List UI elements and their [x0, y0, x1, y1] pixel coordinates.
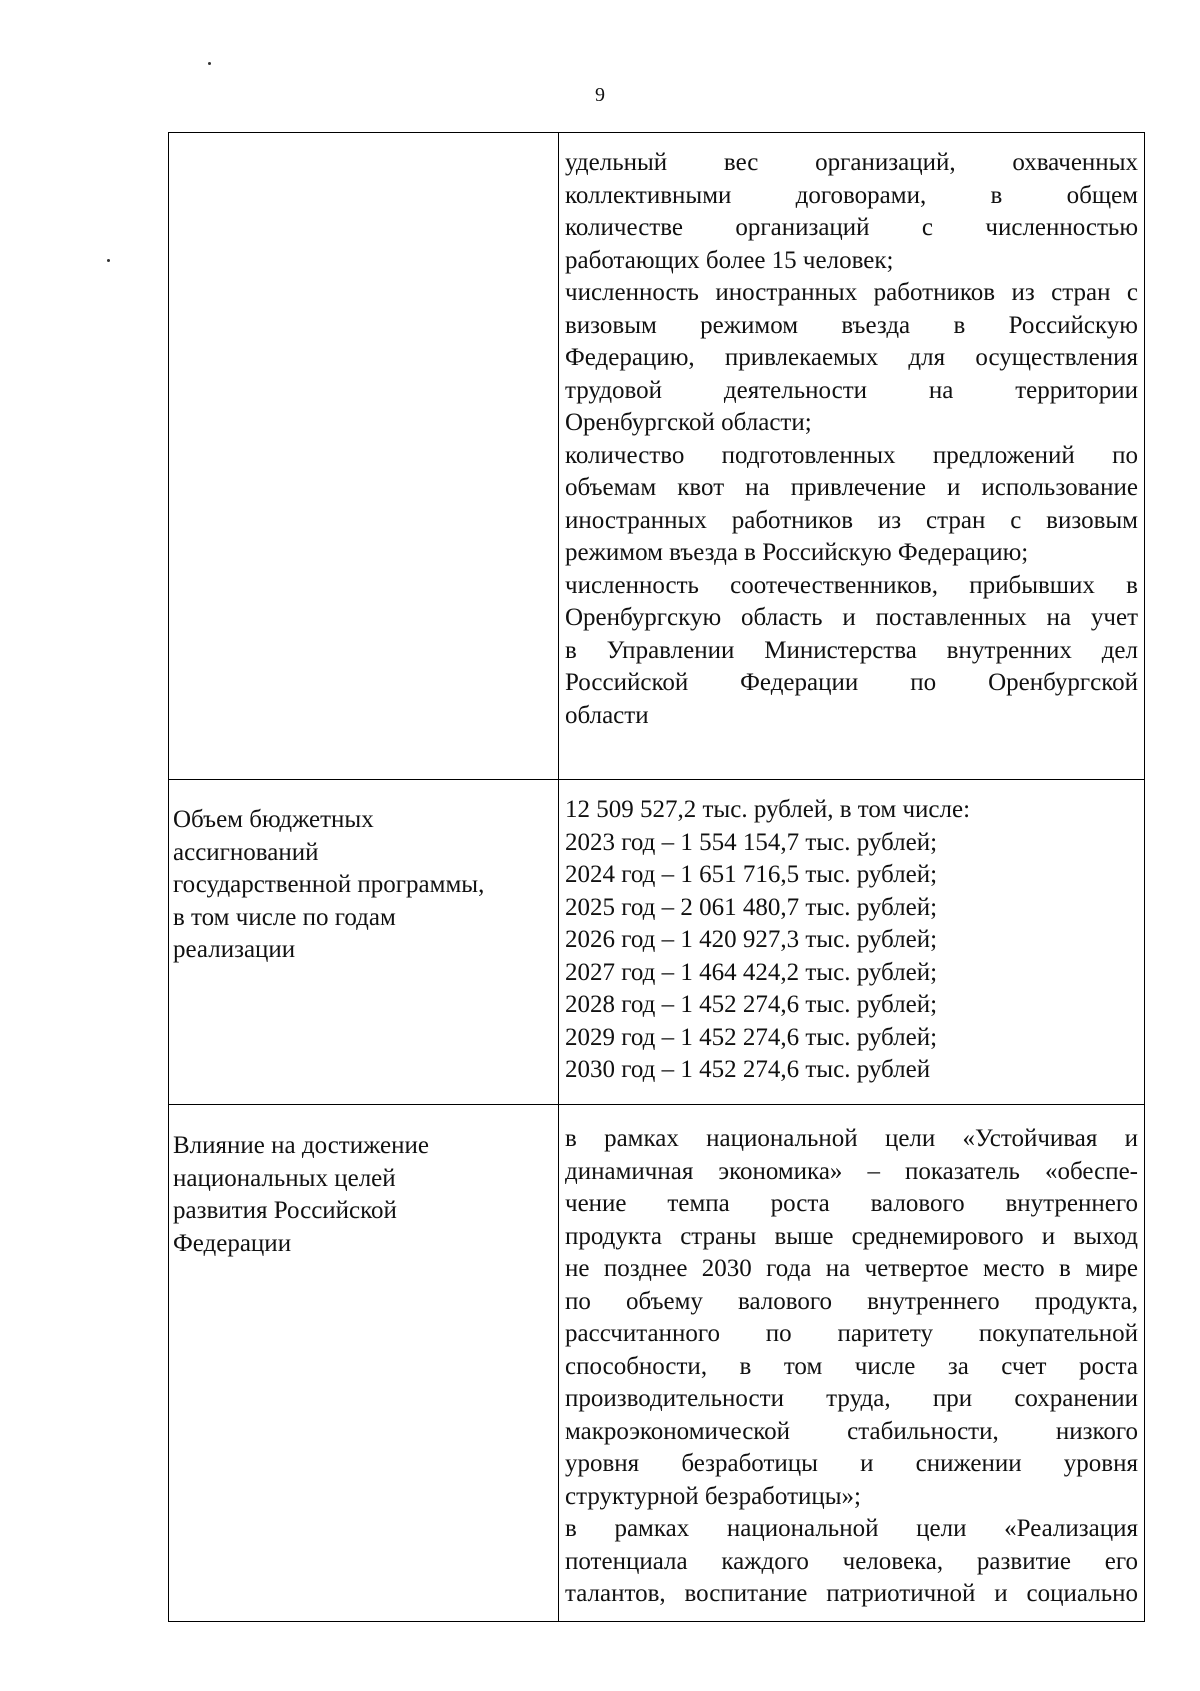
cell-text-line: рассчитанного по паритету покупательной	[565, 1320, 1138, 1347]
budget-label-cell	[169, 780, 559, 1105]
cell-text-line: коллективными договорами, в общем	[565, 181, 1138, 209]
cell-text-line: Оренбургскую область и поставленных на учет	[565, 604, 1138, 631]
cell-text-line: иностранных работников из стран с визовым	[565, 506, 1138, 534]
cell-text-line: талантов, воспитание патриотичной и социально	[565, 1580, 1138, 1607]
label-text-line: национальных целей	[173, 1164, 396, 1192]
cell-text-line: продукта страны выше среднемирового и выход	[565, 1222, 1138, 1250]
label-text-line: Федерации	[173, 1229, 292, 1257]
cell-text-line: чение темпа роста валового внутреннего	[565, 1190, 1138, 1217]
cell-text-line: структурной безработицы»;	[565, 1482, 861, 1510]
cell-text-line: количество подготовленных предложений по	[565, 441, 1138, 469]
cell-text-line: режимом въезда в Российскую Федерацию;	[565, 539, 1029, 566]
cell-text-line: не позднее 2030 года на четвертое место в мире	[565, 1255, 1138, 1282]
cell-text-line: макроэкономической стабильности, низкого	[565, 1417, 1138, 1445]
cell-text-line: в рамках национальной цели «Реализация	[565, 1515, 1138, 1542]
cell-text-line: численность иностранных работников из стран с	[565, 279, 1138, 306]
cell-text-line: объемам квот на привлечение и использование	[565, 474, 1138, 501]
cell-text-line: в Управлении Министерства внутренних дел	[565, 636, 1138, 664]
label-text-line: реализации	[173, 936, 296, 963]
cell-text-line: численность соотечественников, прибывших в	[565, 571, 1138, 599]
cell-text-line: 2023 год – 1 554 154,7 тыс. рублей;	[565, 828, 938, 856]
cell-text-line: 2027 год – 1 464 424,2 тыс. рублей;	[565, 958, 938, 986]
program-passport-table	[168, 132, 1145, 1622]
cell-text-line: динамичная экономика» – показатель «обеспе-	[565, 1157, 1138, 1185]
cell-text-line: 2024 год – 1 651 716,5 тыс. рублей;	[565, 861, 938, 888]
cell-text-line: 2029 год – 1 452 274,6 тыс. рублей;	[565, 1023, 938, 1051]
cell-text-line: количестве организаций с численностью	[565, 214, 1138, 241]
cell-text-line: 2025 год – 2 061 480,7 тыс. рублей;	[565, 893, 938, 921]
cell-text-line: в рамках национальной цели «Устойчивая и	[565, 1125, 1138, 1152]
cell-text-line: области	[565, 701, 649, 729]
table-row	[169, 780, 1145, 1105]
cell-text-line: 12 509 527,2 тыс. рублей, в том числе:	[565, 796, 971, 823]
cell-text-line: Российской Федерации по Оренбургской	[565, 669, 1138, 696]
label-text-line: Влияние на достижение	[173, 1132, 429, 1159]
cell-text-line: 2028 год – 1 452 274,6 тыс. рублей;	[565, 991, 938, 1018]
label-text-line: в том числе по годам	[173, 903, 396, 931]
cell-text-line: способности, в том числе за счет роста	[565, 1352, 1138, 1380]
scan-speck	[107, 259, 110, 262]
cell-text-line: по объему валового внутреннего продукта,	[565, 1287, 1138, 1315]
table-row	[169, 133, 1145, 780]
cell-text-line: удельный вес организаций, охваченных	[565, 149, 1138, 176]
cell-text-line: уровня безработицы и снижении уровня	[565, 1450, 1138, 1477]
goals-value-cell	[559, 1105, 1145, 1622]
budget-value-cell	[559, 780, 1145, 1105]
cell-text-line: работающих более 15 человек;	[565, 246, 894, 274]
label-text-line: Объем бюджетных	[173, 806, 374, 833]
indicators-cell	[559, 133, 1145, 780]
label-text-line: государственной программы,	[173, 871, 485, 898]
cell-text-line: 2026 год – 1 420 927,3 тыс. рублей;	[565, 926, 938, 953]
goals-label-cell	[169, 1105, 559, 1622]
page-number: 9	[595, 84, 605, 106]
table-row	[169, 1105, 1145, 1622]
cell-text-line: Оренбургской области;	[565, 409, 812, 436]
cell-text-line: Федерацию, привлекаемых для осуществления	[565, 344, 1138, 371]
cell-text-line: трудовой деятельности на территории	[565, 376, 1138, 404]
label-text-line: ассигнований	[173, 838, 319, 866]
cell-text-line: потенциала каждого человека, развитие его	[565, 1547, 1138, 1575]
cell-text-line: производительности труда, при сохранении	[565, 1385, 1138, 1412]
cell-text-line: визовым режимом въезда в Российскую	[565, 311, 1138, 339]
cell-text-line: 2030 год – 1 452 274,6 тыс. рублей	[565, 1056, 931, 1083]
label-text-line: развития Российской	[173, 1197, 397, 1224]
row-label-cell	[169, 133, 559, 780]
scan-speck	[208, 62, 211, 65]
